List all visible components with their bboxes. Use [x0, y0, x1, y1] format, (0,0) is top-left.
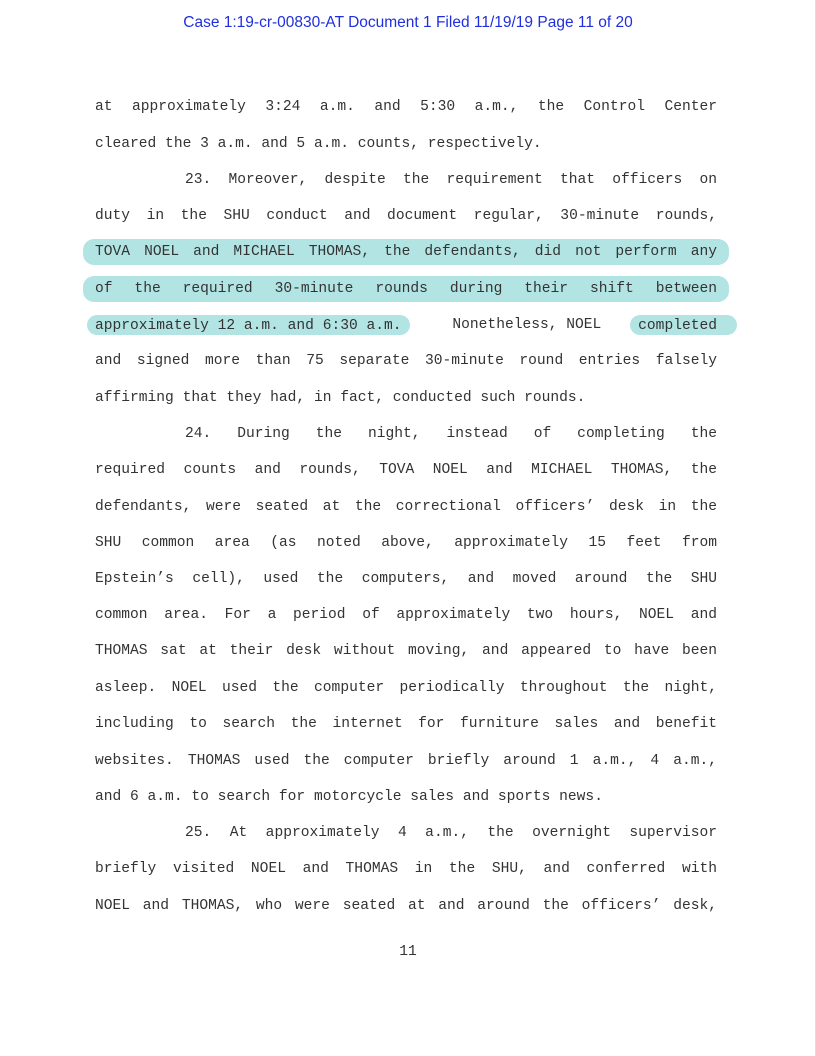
text-line: including to search the internet for furniture sales and benefit [95, 716, 717, 732]
text-line: THOMAS sat at their desk without moving, and appeared to have been [95, 643, 717, 659]
text-line: common area. For a period of approximately two hours, NOEL and [95, 607, 717, 623]
text-line: at approximately 3:24 a.m. and 5:30 a.m., the Control Center [95, 99, 717, 115]
text-line: TOVA NOEL and MICHAEL THOMAS, the defendants, did not perform any [95, 244, 717, 260]
text-line: required counts and rounds, TOVA NOEL and MICHAEL THOMAS, the [95, 462, 717, 478]
text-line: Epstein’s cell), used the computers, and moved around the SHU [95, 571, 717, 587]
highlighted-text: approximately 12 a.m. and 6:30 a.m. [87, 315, 410, 335]
text-line: affirming that they had, in fact, conducted such rounds. [95, 390, 586, 406]
text-line: cleared the 3 a.m. and 5 a.m. counts, respectively. [95, 136, 542, 152]
text-line: duty in the SHU conduct and document regular, 30-minute rounds, [95, 208, 717, 224]
text-line: SHU common area (as noted above, approximately 15 feet from [95, 535, 717, 551]
highlighted-line [95, 242, 717, 262]
text-line: NOEL and THOMAS, who were seated at and around the officers’ desk, [95, 898, 717, 914]
paragraph-24-start: 24. During the night, instead of completing the [185, 426, 717, 442]
text-line: websites. THOMAS used the computer briefly around 1 a.m., 4 a.m., [95, 753, 717, 769]
paragraph-23-start: 23. Moreover, despite the requirement that officers on [185, 172, 717, 188]
case-header: Case 1:19-cr-00830-AT Document 1 Filed 11/19/19 Page 11 of 20 [183, 14, 633, 31]
highlighted-text: completed [630, 315, 737, 335]
paragraph-25-start: 25. At approximately 4 a.m., the overnight supervisor [185, 825, 717, 841]
text-line: and signed more than 75 separate 30-minute round entries falsely [95, 353, 717, 369]
text-line: and 6 a.m. to search for motorcycle sales and sports news. [95, 789, 603, 805]
text-line: of the required 30-minute rounds during their shift between [95, 281, 717, 297]
text-line: briefly visited NOEL and THOMAS in the SHU, and conferred with [95, 861, 717, 877]
split-highlight-line [95, 315, 717, 335]
text-line: defendants, were seated at the correctional officers’ desk in the [95, 499, 717, 515]
highlighted-line [95, 279, 717, 299]
text-line: asleep. NOEL used the computer periodically throughout the night, [95, 680, 717, 696]
plain-text: Nonetheless, NOEL [452, 317, 602, 333]
page-number: 11 [399, 944, 417, 960]
